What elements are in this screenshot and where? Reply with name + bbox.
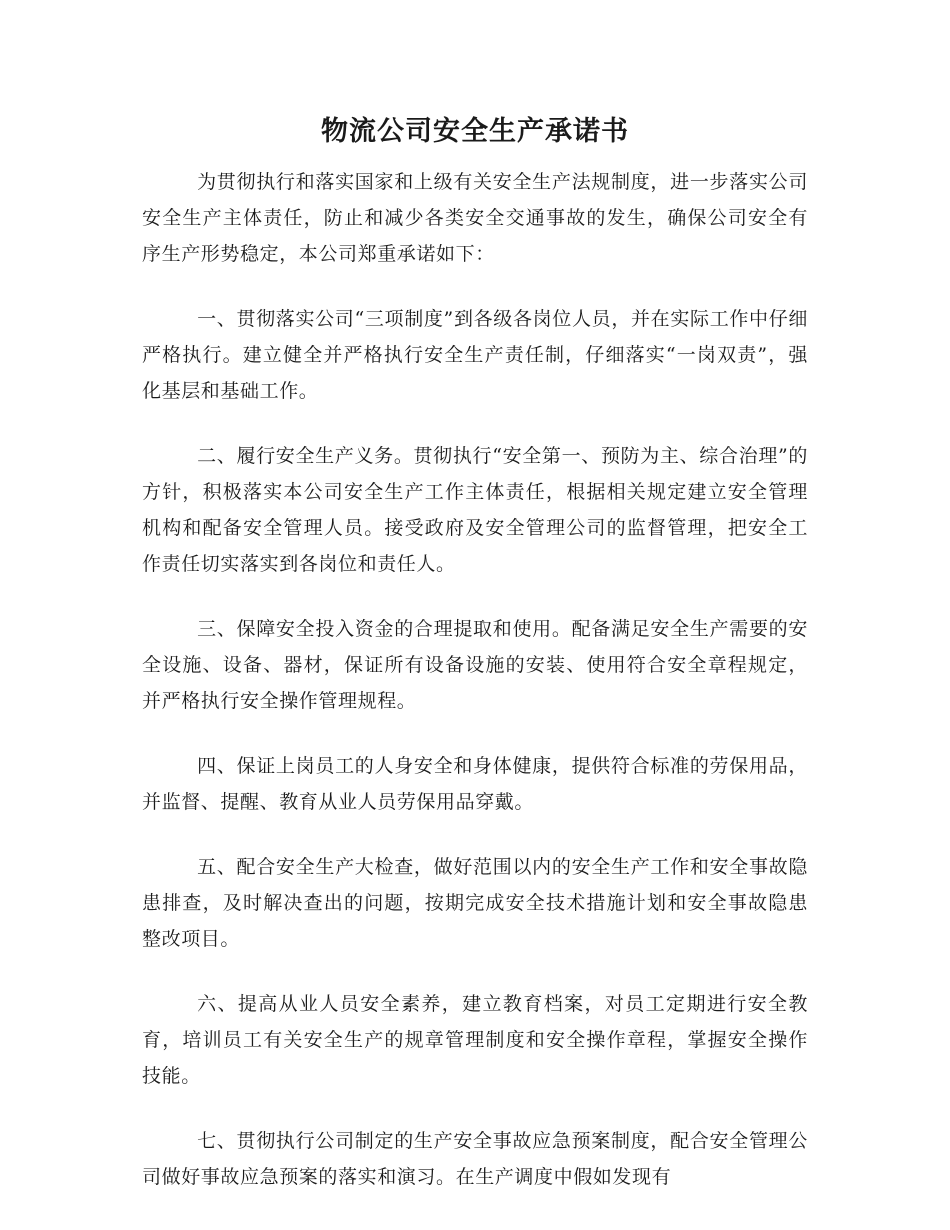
intro-paragraph: 为贯彻执行和落实国家和上级有关安全生产法规制度，进一步落实公司安全生产主体责任，防止和减少各类安全交通事故的发生，确保公司安全有序生产形势稳定，本公司郑重承诺如下： <box>142 171 808 265</box>
clause-paragraph-1: 一、贯彻落实公司“三项制度”到各级各岗位人员，并在实际工作中仔细严格执行。建立健全并严格执行安全生产责任制，仔细落实“一岗双责”，强化基层和基础工作。 <box>142 308 808 402</box>
clause-paragraph-5: 五、配合安全生产大检查，做好范围以内的安全生产工作和安全事故隐患排查，及时解决查出的问题，按期完成安全技术措施计划和安全事故隐患整改项目。 <box>142 856 808 950</box>
document-title: 物流公司安全生产承诺书 <box>321 116 629 147</box>
clause-paragraph-6: 六、提高从业人员安全素养，建立教育档案，对员工定期进行安全教育，培训员工有关安全生产的规章管理制度和安全操作章程，掌握安全操作技能。 <box>142 993 808 1087</box>
document-body <box>142 164 808 1224</box>
clause-paragraph-3: 三、保障安全投入资金的合理提取和使用。配备满足安全生产需要的安全设施、设备、器材，保证所有设备设施的安装、使用符合安全章程规定，并严格执行安全操作管理规程。 <box>142 618 808 712</box>
clause-paragraph-2: 二、履行安全生产义务。贯彻执行“安全第一、预防为主、综合治理”的方针，积极落实本公司安全生产工作主体责任，根据相关规定建立安全管理机构和配备安全管理人员。接受政府及安全管理公司的监督管理，把安全工作责任切实落实到各岗位和责任人。 <box>142 445 808 575</box>
clause-paragraph-4: 四、保证上岗员工的人身安全和身体健康，提供符合标准的劳保用品，并监督、提醒、教育从业人员劳保用品穿戴。 <box>142 755 808 813</box>
clause-paragraph-7: 七、贯彻执行公司制定的生产安全事故应急预案制度，配合安全管理公司做好事故应急预案的落实和演习。在生产调度中假如发现有 <box>142 1130 808 1188</box>
